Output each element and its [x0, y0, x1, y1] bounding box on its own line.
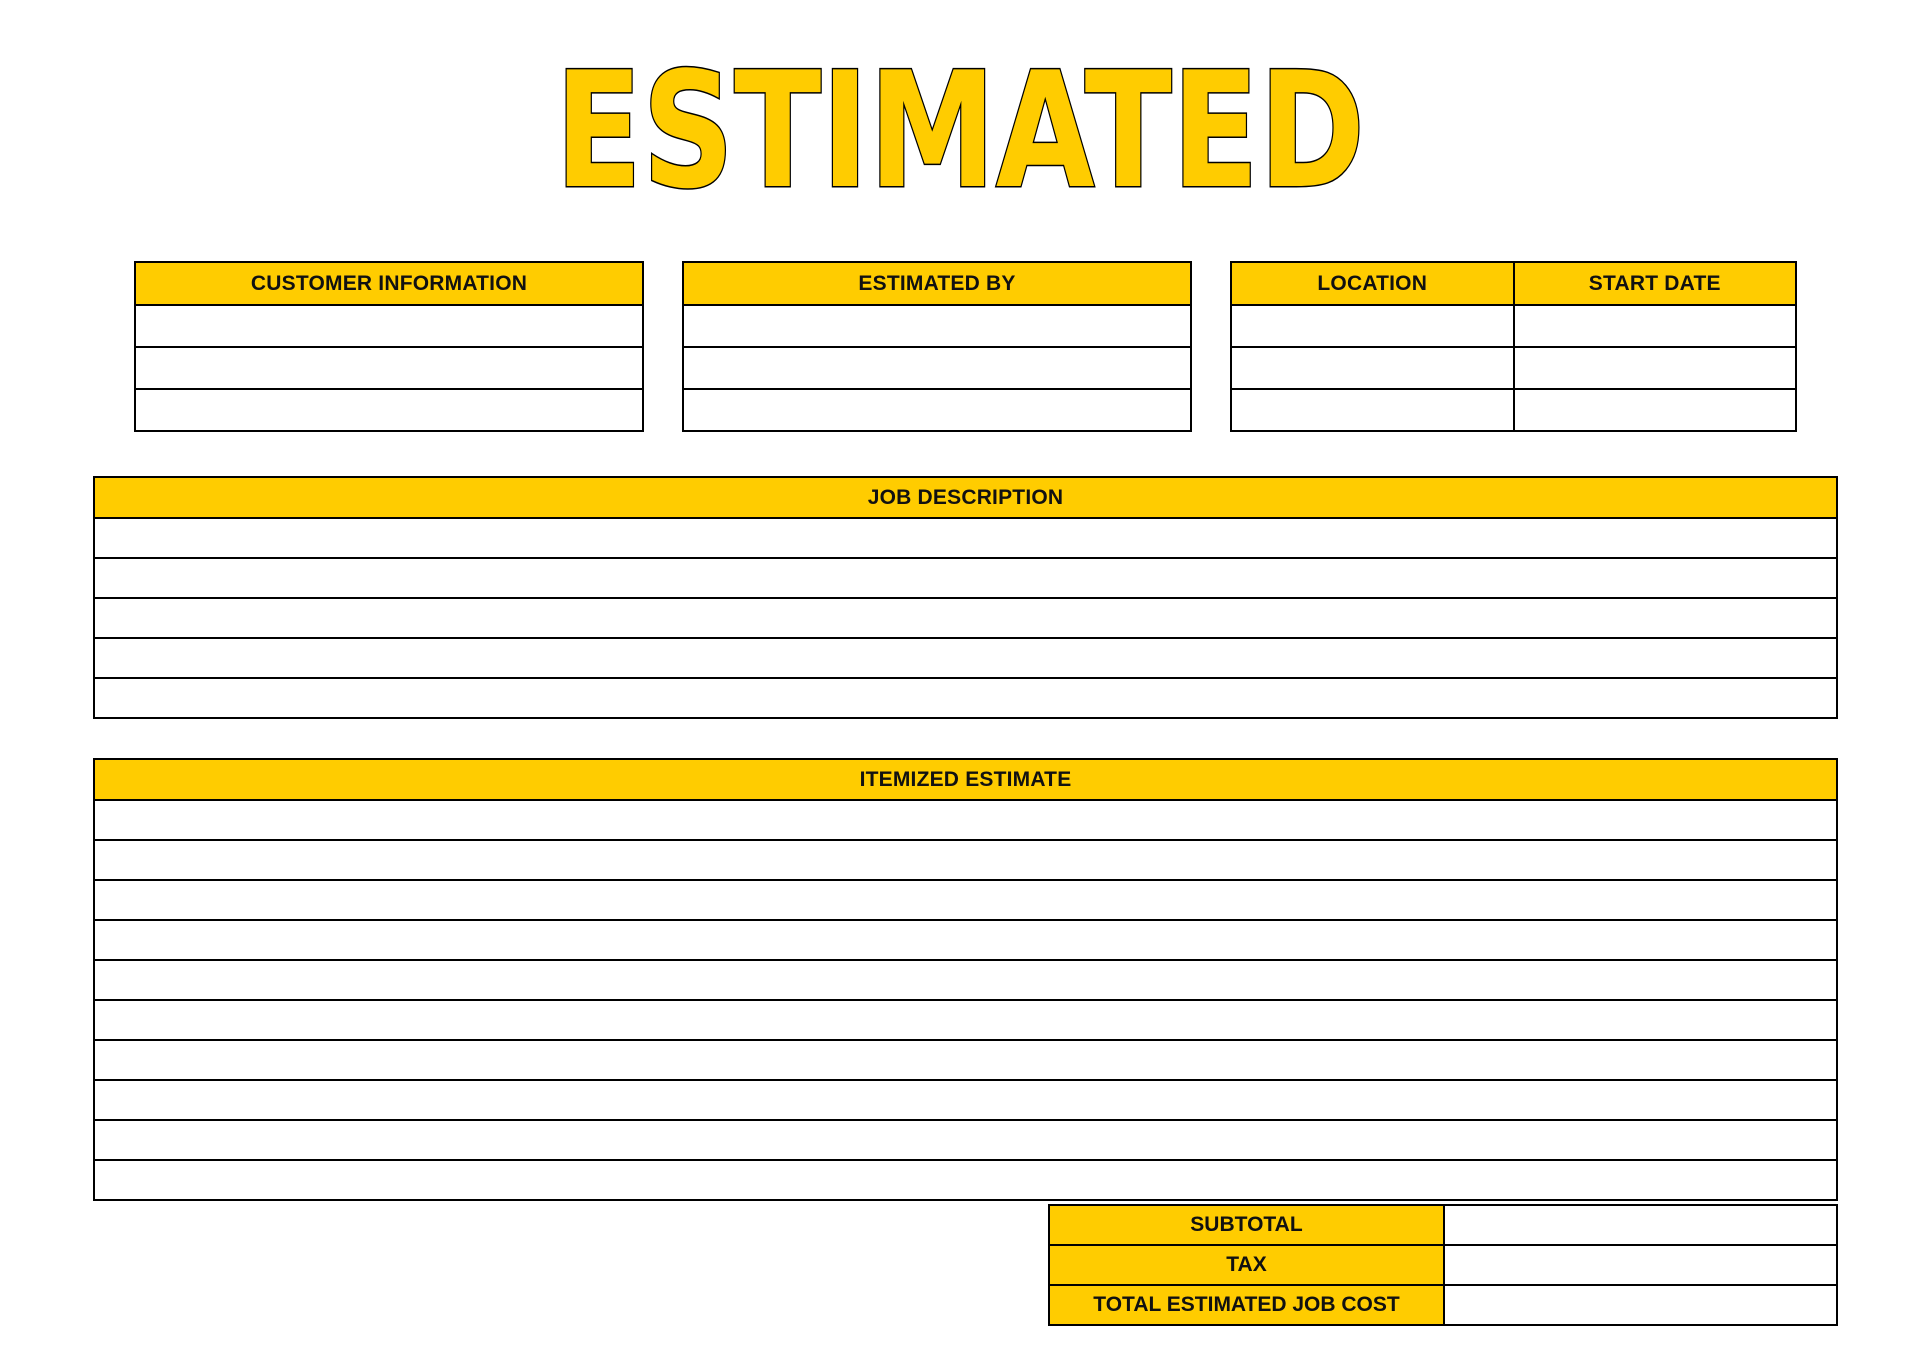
itemized-estimate-line[interactable] [94, 960, 1837, 1000]
total-estimated-job-cost-field[interactable] [1444, 1285, 1837, 1325]
itemized-estimate-line[interactable] [94, 1160, 1837, 1200]
itemized-estimate-header: ITEMIZED ESTIMATE [94, 759, 1837, 800]
total-estimated-job-cost-label: TOTAL ESTIMATED JOB COST [1049, 1285, 1444, 1325]
itemized-estimate-line[interactable] [94, 1000, 1837, 1040]
location-field[interactable] [1231, 305, 1514, 347]
subtotal-label: SUBTOTAL [1049, 1205, 1444, 1245]
title-graphic [0, 40, 1920, 220]
customer-information-field[interactable] [135, 347, 643, 389]
job-description-table [93, 476, 1838, 719]
customer-information-table [134, 261, 644, 432]
estimated-by-field[interactable] [683, 389, 1191, 431]
job-description-line[interactable] [94, 518, 1837, 558]
estimated-by-table [682, 261, 1192, 432]
itemized-estimate-line[interactable] [94, 1080, 1837, 1120]
start-date-field[interactable] [1514, 389, 1797, 431]
job-description-line[interactable] [94, 598, 1837, 638]
job-description-line[interactable] [94, 558, 1837, 598]
itemized-estimate-line[interactable] [94, 1120, 1837, 1160]
location-header: LOCATION [1231, 262, 1514, 305]
itemized-estimate-line[interactable] [94, 840, 1837, 880]
start-date-field[interactable] [1514, 347, 1797, 389]
job-description-header: JOB DESCRIPTION [94, 477, 1837, 518]
itemized-estimate-line[interactable] [94, 1040, 1837, 1080]
customer-information-field[interactable] [135, 305, 643, 347]
tax-field[interactable] [1444, 1245, 1837, 1285]
subtotal-field[interactable] [1444, 1205, 1837, 1245]
totals-table [1048, 1204, 1838, 1326]
estimated-by-field[interactable] [683, 305, 1191, 347]
page-title [0, 40, 1920, 220]
customer-information-header: CUSTOMER INFORMATION [135, 262, 643, 305]
job-description-line[interactable] [94, 678, 1837, 718]
itemized-estimate-table [93, 758, 1838, 1201]
tax-label: TAX [1049, 1245, 1444, 1285]
title-text: ESTIMATED [555, 40, 1365, 220]
job-description-line[interactable] [94, 638, 1837, 678]
estimated-by-header: ESTIMATED BY [683, 262, 1191, 305]
customer-information-field[interactable] [135, 389, 643, 431]
location-field[interactable] [1231, 389, 1514, 431]
itemized-estimate-line[interactable] [94, 920, 1837, 960]
itemized-estimate-line[interactable] [94, 880, 1837, 920]
estimated-by-field[interactable] [683, 347, 1191, 389]
start-date-header: START DATE [1514, 262, 1797, 305]
location-start-date-table [1230, 261, 1797, 432]
start-date-field[interactable] [1514, 305, 1797, 347]
location-field[interactable] [1231, 347, 1514, 389]
itemized-estimate-line[interactable] [94, 800, 1837, 840]
